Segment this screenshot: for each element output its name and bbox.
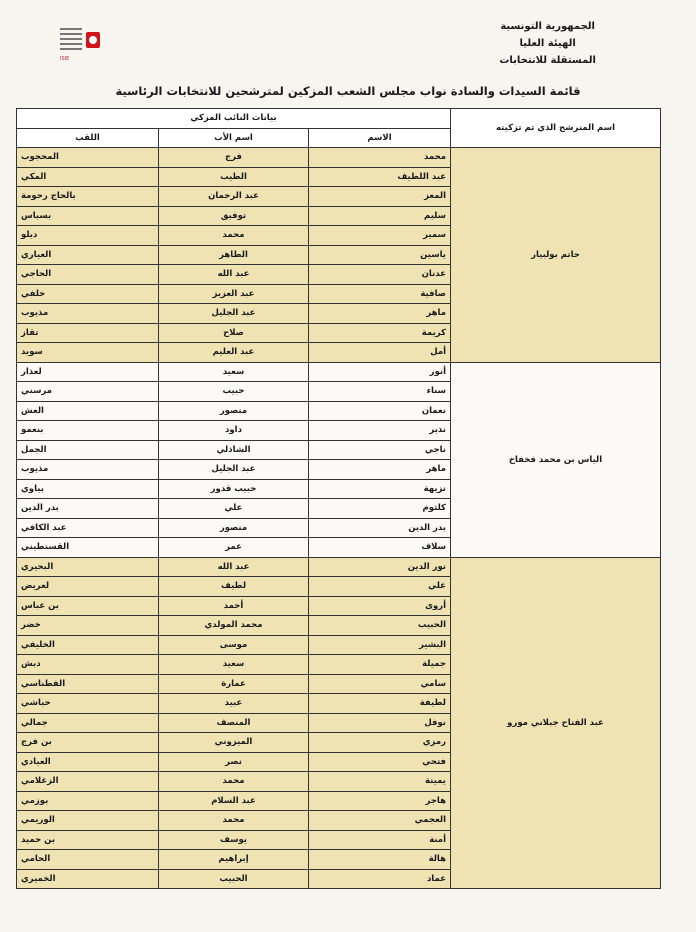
sponsor-surname: العياري <box>17 245 159 265</box>
sponsor-first-name: ماهر <box>309 460 451 480</box>
sponsor-surname: تقاز <box>17 323 159 343</box>
sponsor-surname: عبد الكافي <box>17 518 159 538</box>
sponsor-surname: العيادي <box>17 752 159 772</box>
sponsor-father-name: الطاهر <box>159 245 309 265</box>
sponsor-father-name: منصور <box>159 401 309 421</box>
sponsor-first-name: نوفل <box>309 713 451 733</box>
sponsor-father-name: الشاذلي <box>159 440 309 460</box>
header-line-elections: المستقلة للانتخابات <box>499 55 596 66</box>
table-row <box>17 362 661 382</box>
sponsor-first-name: البشير <box>309 635 451 655</box>
sponsor-first-name: كريمة <box>309 323 451 343</box>
sponsor-father-name: الميزوني <box>159 733 309 753</box>
header-name: الاسم <box>309 128 451 148</box>
sponsor-father-name: عبيد <box>159 694 309 714</box>
sponsor-surname: جمالي <box>17 713 159 733</box>
sponsor-father-name: محمد المولدي <box>159 616 309 636</box>
sponsor-father-name: عبد الجليل <box>159 304 309 324</box>
sponsor-surname: مذيوب <box>17 304 159 324</box>
table-row <box>17 148 661 168</box>
sponsor-surname: البحيري <box>17 557 159 577</box>
sponsor-surname: الجمل <box>17 440 159 460</box>
sponsor-first-name: بدر الدين <box>309 518 451 538</box>
header-father-name: اسم الأب <box>159 128 309 148</box>
sponsor-father-name: محمد <box>159 772 309 792</box>
sponsor-father-name: عبد الرحمان <box>159 187 309 207</box>
sponsor-surname: حباشي <box>17 694 159 714</box>
sponsor-surname: الوريمي <box>17 811 159 831</box>
sponsor-surname: دبش <box>17 655 159 675</box>
sponsor-first-name: يمينة <box>309 772 451 792</box>
sponsor-first-name: فتحي <box>309 752 451 772</box>
sponsor-first-name: جميلة <box>309 655 451 675</box>
sponsor-first-name: علي <box>309 577 451 597</box>
sponsor-first-name: سامي <box>309 674 451 694</box>
sponsor-surname: ديلو <box>17 226 159 246</box>
sponsors-table-body <box>17 148 661 889</box>
sponsor-father-name: عبد العزيز <box>159 284 309 304</box>
sponsor-first-name: أمنة <box>309 830 451 850</box>
sponsor-first-name: هاجر <box>309 791 451 811</box>
sponsor-father-name: عبد العليم <box>159 343 309 363</box>
sponsor-father-name: توفيق <box>159 206 309 226</box>
sponsor-father-name: عبد السلام <box>159 791 309 811</box>
candidate-name: حاتم بولبيار <box>451 148 661 363</box>
sponsor-surname: بنعمو <box>17 421 159 441</box>
sponsor-surname: الزغلامي <box>17 772 159 792</box>
sponsors-table <box>16 108 661 889</box>
sponsor-surname: بن عباس <box>17 596 159 616</box>
sponsor-first-name: سليم <box>309 206 451 226</box>
sponsor-surname: بالحاج رحومة <box>17 187 159 207</box>
document-header <box>499 18 596 69</box>
sponsor-first-name: أنور <box>309 362 451 382</box>
sponsor-surname: الخميري <box>17 869 159 889</box>
sponsor-first-name: أمل <box>309 343 451 363</box>
sponsor-father-name: الحبيب <box>159 869 309 889</box>
sponsor-first-name: سمير <box>309 226 451 246</box>
sponsor-surname: العش <box>17 401 159 421</box>
sponsor-father-name: نصر <box>159 752 309 772</box>
logo-caption: ISIE <box>60 56 70 62</box>
sponsor-surname: خضر <box>17 616 159 636</box>
sponsor-father-name: فرج <box>159 148 309 168</box>
document-title: قائمة السيدات والسادة نواب مجلس الشعب المزكين لمترشحين للانتخابات الرئاسية <box>115 84 581 98</box>
candidate-name: عبد الفتاح جبلاني مورو <box>451 557 661 889</box>
header-line-republic: الجمهورية التونسية <box>500 21 595 32</box>
sponsor-first-name: رمزي <box>309 733 451 753</box>
sponsor-first-name: صافية <box>309 284 451 304</box>
sponsor-surname: مرسني <box>17 382 159 402</box>
sponsor-surname: سويد <box>17 343 159 363</box>
sponsor-first-name: سلاف <box>309 538 451 558</box>
sponsor-father-name: يوسف <box>159 830 309 850</box>
sponsor-first-name: نعمان <box>309 401 451 421</box>
sponsor-first-name: نذير <box>309 421 451 441</box>
header-surname: اللقب <box>17 128 159 148</box>
sponsor-surname: الحاجي <box>17 265 159 285</box>
isie-logo <box>60 26 106 60</box>
sponsor-father-name: حبيب <box>159 382 309 402</box>
sponsor-surname: بياوي <box>17 479 159 499</box>
sponsor-surname: المكي <box>17 167 159 187</box>
sponsor-father-name: صلاح <box>159 323 309 343</box>
candidate-name: الياس بن محمد فخفاخ <box>451 362 661 557</box>
header-candidate: اسم المترشح الذي تم تزكيته <box>451 109 661 148</box>
header-line-authority: الهيئة العليا <box>519 38 576 49</box>
sponsor-surname: القسنطيني <box>17 538 159 558</box>
sponsor-father-name: عمارة <box>159 674 309 694</box>
sponsor-surname: بن حميد <box>17 830 159 850</box>
sponsor-first-name: عدنان <box>309 265 451 285</box>
sponsor-first-name: عبد اللطيف <box>309 167 451 187</box>
sponsor-first-name: محمد <box>309 148 451 168</box>
sponsor-first-name: ماهر <box>309 304 451 324</box>
sponsor-first-name: ياسين <box>309 245 451 265</box>
sponsor-father-name: محمد <box>159 226 309 246</box>
sponsor-father-name: عبد الله <box>159 557 309 577</box>
sponsor-father-name: داود <box>159 421 309 441</box>
sponsor-first-name: سناء <box>309 382 451 402</box>
sponsor-father-name: أحمد <box>159 596 309 616</box>
sponsor-first-name: نزيهة <box>309 479 451 499</box>
sponsor-father-name: المنصف <box>159 713 309 733</box>
sponsor-first-name: عماد <box>309 869 451 889</box>
sponsor-first-name: المعز <box>309 187 451 207</box>
sponsor-surname: مذيوب <box>17 460 159 480</box>
sponsor-father-name: محمد <box>159 811 309 831</box>
sponsor-surname: خلفي <box>17 284 159 304</box>
sponsor-father-name: حبيب قدور <box>159 479 309 499</box>
sponsor-first-name: الحبيب <box>309 616 451 636</box>
sponsor-surname: بوزمي <box>17 791 159 811</box>
sponsor-father-name: إبراهيم <box>159 850 309 870</box>
sponsor-surname: لعريض <box>17 577 159 597</box>
sponsor-surname: المحجوب <box>17 148 159 168</box>
sponsor-father-name: عمر <box>159 538 309 558</box>
sponsor-father-name: علي <box>159 499 309 519</box>
sponsor-father-name: موسى <box>159 635 309 655</box>
sponsor-father-name: سعيد <box>159 362 309 382</box>
sponsor-surname: بن فرج <box>17 733 159 753</box>
sponsor-surname: الخليفي <box>17 635 159 655</box>
sponsor-first-name: العجمي <box>309 811 451 831</box>
sponsor-surname: الحامي <box>17 850 159 870</box>
sponsor-father-name: لطيف <box>159 577 309 597</box>
sponsor-first-name: ناجي <box>309 440 451 460</box>
sponsor-first-name: كلثوم <box>309 499 451 519</box>
tunisia-flag-icon <box>86 32 100 48</box>
sponsor-first-name: نور الدين <box>309 557 451 577</box>
sponsor-surname: الفطناسي <box>17 674 159 694</box>
sponsor-first-name: لطيفة <box>309 694 451 714</box>
sponsor-father-name: منصور <box>159 518 309 538</box>
header-sponsor-group: بيانات النائب المزكي <box>17 109 451 129</box>
sponsor-father-name: عبد الجليل <box>159 460 309 480</box>
sponsor-first-name: أروى <box>309 596 451 616</box>
sponsor-father-name: سعيد <box>159 655 309 675</box>
sponsor-father-name: عبد الله <box>159 265 309 285</box>
sponsor-surname: بدر الدين <box>17 499 159 519</box>
sponsor-father-name: الطيب <box>159 167 309 187</box>
sponsor-surname: بسباس <box>17 206 159 226</box>
sponsor-first-name: هالة <box>309 850 451 870</box>
table-row <box>17 557 661 577</box>
sponsor-surname: لعذار <box>17 362 159 382</box>
